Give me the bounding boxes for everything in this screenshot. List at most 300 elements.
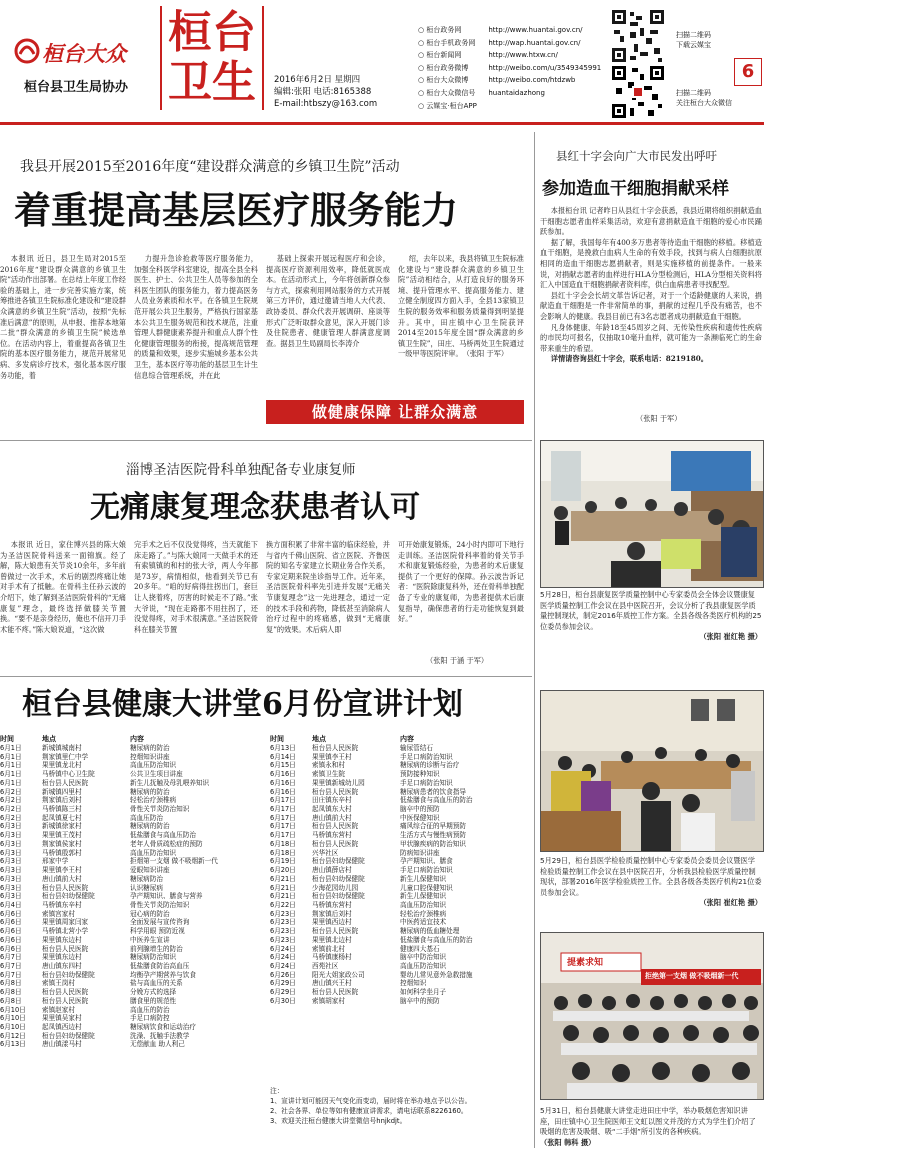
table-row [270, 953, 532, 962]
schedule-time: 6月14日 [270, 752, 296, 761]
table-row [0, 971, 266, 980]
table-row [0, 875, 266, 884]
masthead [0, 0, 900, 122]
schedule-place: 桓台县人民医院 [312, 839, 359, 848]
article-column: 可开始康复锻炼，24小时内即可下地行走训练。圣洁医院骨科率着的骨关节手术和康复锻炼经验，为患者的术后康复提供了一个更好的保障。孙云波告诉记者：“医院除康复科外，还在骨科单独配备了专业的康复师，为患者提供术后康复指导，确保患者的行走功能恢复到最好。” [398, 540, 524, 624]
table-row [270, 857, 532, 866]
link-row[interactable]: ○ 桓台大众微信号 huantaidazhong [418, 88, 545, 97]
schedule-content: 洗澡、抚触手法教学 [130, 1031, 190, 1040]
schedule-content: 孕产期知识、膳食 [400, 857, 453, 866]
schedule-place: 索镇卫生院 [312, 770, 345, 779]
schedule-time: 6月3日 [0, 831, 22, 840]
schedule-time: 6月7日 [0, 961, 22, 970]
schedule-time: 6月17日 [270, 831, 296, 840]
schedule-content: 低盐膳食与高血压的防治 [400, 796, 473, 805]
schedule-time: 6月3日 [0, 848, 22, 857]
schedule-place: 索镇永和村 [312, 761, 345, 770]
table-row [0, 936, 266, 945]
schedule-time: 6月1日 [0, 752, 22, 761]
schedule-place: 桓台县妇幼保健院 [312, 857, 365, 866]
schedule-place: 桓台县人民医院 [42, 988, 89, 997]
schedule-content: 前列腺增生的防治 [130, 944, 183, 953]
table-row [0, 945, 266, 954]
table-row [0, 979, 266, 988]
schedule-place: 邢家中学 [42, 857, 69, 866]
table-row [0, 1006, 266, 1015]
schedule-time: 6月16日 [270, 778, 296, 787]
schedule-time: 6月2日 [0, 787, 22, 796]
schedule-content: 高血压的防治 [130, 1005, 170, 1014]
schedule-place: 桓台县人民医院 [312, 744, 359, 752]
schedule-time: 6月15日 [270, 761, 296, 770]
table-row [0, 761, 266, 770]
table-row [0, 866, 266, 875]
schedule-place: 唐山镇薛店村 [312, 866, 352, 875]
article-column: 换方面积累了非常丰富的临床经验，并与省内千佛山医院、省立医院、齐鲁医院的知名专家建立长期业务合作关系，专家定期来院坐诊指导工作。近年来，圣洁医院骨科率先引进并发展“无痛关节康复理念”这一先进理念，通过一定的技术手段和药物，降低甚至消除病人治疗过程中的疼痛感，做到“无痛康复”的效果。术后病人即 [266, 540, 390, 634]
schedule-place: 果里镇李王村 [42, 866, 82, 875]
table-row [0, 1040, 266, 1049]
schedule-time: 6月3日 [0, 839, 22, 848]
article-kicker: 县红十字会向广大市民发出呼吁 [556, 149, 717, 163]
schedule-time: 6月17日 [270, 822, 296, 831]
schedule-place: 荆家镇后刘村 [42, 796, 82, 805]
schedule-place: 马桥镇康杨村 [312, 953, 352, 962]
table-row [270, 866, 532, 875]
schedule-place: 果里镇东边村 [42, 953, 82, 962]
schedule-time: 6月21日 [270, 883, 296, 892]
schedule-content: 老年人骨质疏松症的预防 [130, 839, 203, 848]
schedule-content: 脑卒中的预防 [400, 996, 440, 1005]
page-number: 6 [734, 58, 762, 86]
table-row [270, 910, 532, 919]
article-body: 本报桓台讯 记者昨日从县红十字会获悉，我县近期将组织捐献造血干细胞志愿者血样采集活动，欢迎有意捐献造血干细胞的爱心市民踊跃参加。 据了解，我国每年有400多万患者等待造血干细胞的移植。移植造血干细胞，是挽救白血病人生命的有效手段，找到与病人白细胞抗原相同的造血干细胞志愿捐献者，则是实施移植的前提条件。一般来说，对捐献志愿者的血样进行HLA分型检测后，HLA分型相关资料将汇入中国造血干细胞捐献者资料库，供白血病患者寻找配型。 县红十字会会长胡文革告诉记者，对于一个适龄健康的人来说，捐献造血干细胞是一件非常简单的事，捐献的过程几乎没有痛苦，也不会影响人的健康。我县目前已有3名志愿者成功捐献造血干细胞。 凡身体健康、年龄18至45周岁之间、无传染性疾病和遗传性疾病的市民均可报名，仅抽取10毫升血样，就可能为一条濒临死亡的生命带来重生的希望。 详情请咨询县红十字会，联系电话：8219180。 [540, 206, 762, 364]
schedule-content: 糖尿病的防治 [130, 822, 170, 831]
schedule-content: 科学用眼 预防近视 [130, 927, 185, 936]
schedule-place: 果里镇北边村 [312, 935, 352, 944]
schedule-place: 荆家镇侯家村 [42, 839, 82, 848]
schedule-content: 高血压防治知识 [400, 900, 447, 909]
schedule-place: 索镇胡家村 [312, 996, 345, 1005]
schedule-content: 高血压防治 [130, 813, 163, 822]
meeting-photo-icon [541, 691, 763, 851]
article-rural-clinic [0, 130, 532, 430]
table-row [0, 892, 266, 901]
schedule-time: 6月30日 [270, 996, 296, 1005]
schedule-content: 无偿献血 助人利己 [130, 1040, 185, 1049]
schedule-time: 6月23日 [270, 935, 296, 944]
schedule-content: 分娩方式的选择 [130, 988, 177, 997]
schedule-place: 田庄镇东辛村 [312, 796, 352, 805]
schedule-place: 阳光大姐家政公司 [312, 970, 365, 979]
schedule-time: 6月6日 [0, 927, 22, 936]
schedule-content: 骨性关节炎防治知识 [130, 900, 190, 909]
schedule-place: 唐山镇前大村 [42, 874, 82, 883]
schedule-time: 6月16日 [270, 787, 296, 796]
table-row [0, 857, 266, 866]
article-column: 力提升急诊抢救等医疗服务能力，加强全科医学科室建设，提高全县全科医生、护士、公共卫生人员等参加的全科医生团队的服务能力，着力提高医务人员业务素质和水平。在各镇卫生院规范开展公共卫生服务，严格执行国家基本公共卫生服务规范和技术规范，注重管理人群健康素养提升和重点人群个性化健康管理服务的衔接，提高规范管理的质量和效果，逐步实施城乡基本公共卫生，基本医疗等功能的基层卫生计生信息综合管理系统，并在此 [134, 254, 258, 380]
schedule-content: 轻松治疗颈椎病 [400, 909, 447, 918]
schedule-place: 新城镇城南村 [42, 744, 82, 752]
schedule-time: 6月18日 [270, 839, 296, 848]
table-row [270, 796, 532, 805]
schedule-time: 6月23日 [270, 918, 296, 927]
article-rule [0, 676, 532, 677]
table-row [270, 840, 532, 849]
schedule-content: 糖尿病的低血糖处理 [400, 927, 460, 936]
schedule-content: 均衡孕产期营养与饮食 [130, 970, 196, 979]
article-headline: 参加造血干细胞捐献采样 [542, 179, 729, 199]
schedule-place: 果里镇王茂村 [42, 831, 82, 840]
table-row [270, 988, 532, 997]
schedule-time: 6月3日 [0, 822, 22, 831]
schedule-content: 新生儿保健知识 [400, 892, 447, 901]
schedule-time: 6月6日 [0, 944, 22, 953]
schedule-time: 6月10日 [0, 1023, 26, 1031]
schedule-content: 控烟知识 [400, 979, 427, 988]
schedule-content: 骨性关节炎防治知识 [130, 805, 190, 814]
schedule-place: 新城镇四里村 [42, 787, 82, 796]
schedule-time: 6月29日 [270, 988, 296, 997]
schedule-content: 认识糖尿病 [130, 883, 163, 892]
schedule-time: 6月7日 [0, 970, 22, 979]
qr-caption-app: 扫描二维码 下载云媒宝 [676, 31, 711, 49]
schedule-time: 6月12日 [0, 1031, 26, 1040]
schedule-time: 6月1日 [0, 744, 22, 752]
schedule-time: 6月13日 [270, 744, 296, 752]
schedule-time: 6月24日 [270, 953, 296, 962]
schedule-time: 6月10日 [0, 1014, 26, 1023]
schedule-content: 新生儿保健知识 [400, 874, 447, 883]
table-row [270, 744, 532, 753]
schedule-place: 兴华社区 [312, 848, 339, 857]
schedule-place: 果里镇东边村 [42, 935, 82, 944]
link-row[interactable]: ○ 桓台政务微博 http://weibo.com/u/3549345991 [418, 63, 602, 72]
schedule-time: 6月26日 [270, 970, 296, 979]
schedule-place: 桓台县妇幼保健院 [42, 1031, 95, 1040]
schedule-place: 唐山镇兴王村 [312, 979, 352, 988]
article-column: 完手术之后不仅没觉得疼，当天就能下床走路了。”与陈大娘同一天做手术的还有索镇镇的和村的张大爷，两人今年都是73岁，病情相似，他看到关节已有20多年。“咱的好病得拄拐出门，套巨让人挠着疼，厉害的时候走不了路。”张大爷说，“现在走路都不用拄拐了，还没觉得疼，对手术很满意。”圣洁医院骨科在膝关节置 [134, 540, 258, 634]
table-row [270, 927, 532, 936]
schedule-time: 6月7日 [0, 953, 22, 962]
schedule-time: 6月3日 [0, 866, 22, 875]
link-row[interactable]: ○ 云媒宝·桓台APP [418, 101, 477, 110]
schedule-place: 果里镇龙北村 [42, 761, 82, 770]
schedule-place: 马桥镇东营村 [312, 831, 352, 840]
table-row [0, 744, 266, 753]
schedule-time: 6月6日 [0, 918, 22, 927]
table-row [0, 953, 266, 962]
schedule-content: 脑卒中防治知识 [400, 953, 447, 962]
table-row [270, 805, 532, 814]
schedule-content: 糖尿病的防治 [130, 744, 170, 752]
schedule-place: 果里镇周家闫家 [42, 918, 89, 927]
article-blood-donation [540, 132, 764, 430]
schedule-time: 6月29日 [270, 979, 296, 988]
qr-code-icon [610, 8, 666, 64]
schedule-content: 手足口病防控 [130, 1014, 170, 1023]
schedule-content: 甲状腺疾病的防治知识 [400, 839, 466, 848]
schedule-time: 6月10日 [0, 1005, 26, 1014]
schedule-time: 6月24日 [270, 944, 296, 953]
schedule-content: 糖尿病饮食和运动治疗 [130, 1023, 196, 1031]
schedule-time: 6月6日 [0, 909, 22, 918]
table-row [0, 770, 266, 779]
schedule-content: 糖尿病防治 [130, 874, 163, 883]
schedule-time: 6月17日 [270, 796, 296, 805]
schedule-time: 6月21日 [270, 874, 296, 883]
schedule-time: 6月8日 [0, 988, 22, 997]
table-row [270, 884, 532, 893]
schedule-time: 6月18日 [270, 848, 296, 857]
schedule-time: 6月3日 [0, 857, 22, 866]
table-row [270, 936, 532, 945]
article-rehab [0, 440, 532, 680]
schedule-content: 低盐膳食与高血压防治 [130, 831, 196, 840]
schedule-place: 桓台县人民医院 [42, 996, 89, 1005]
schedule-time: 6月17日 [270, 813, 296, 822]
schedule-content: 手足口病防治知识 [400, 752, 453, 761]
schedule-content: 手足口病防治知识 [400, 778, 453, 787]
schedule-time: 6月3日 [0, 874, 22, 883]
schedule-content: 痛风综合征的早期预防 [400, 822, 466, 831]
section-title-2: 卫生 [168, 57, 256, 108]
article-kicker: 我县开展2015至2016年度“建设群众满意的乡镇卫生院”活动 [20, 159, 400, 175]
schedule-content: 中医保健知识 [400, 813, 440, 822]
media-links [418, 24, 608, 112]
table-row [0, 927, 266, 936]
schedule-place: 马桥镇东营村 [312, 900, 352, 909]
email-line: E-mail:htbszy@163.com [274, 99, 378, 109]
table-row [270, 918, 532, 927]
paper-name: 桓台大众 [42, 41, 126, 66]
schedule-place: 果里镇西边村 [312, 918, 352, 927]
column-divider [534, 132, 535, 1148]
link-row[interactable]: ○ 桓台手机政务网 http://wap.huantai.gov.cn/ [418, 38, 581, 47]
schedule-place: 果里镇新城幼儿园 [312, 778, 365, 787]
table-row [0, 901, 266, 910]
schedule-time: 6月3日 [0, 883, 22, 892]
schedule-content: 手足口病防治知识 [400, 866, 453, 875]
issue-date: 2016年6月2日 星期四 [274, 75, 361, 85]
masthead-rule [0, 122, 764, 125]
schedule-time: 6月6日 [0, 935, 22, 944]
schedule-time: 6月19日 [270, 857, 296, 866]
schedule-place: 唐山镇漾马村 [42, 1040, 82, 1049]
meeting-photo-icon [541, 441, 763, 587]
schedule-content: 中医药适宜技术 [400, 918, 447, 927]
schedule-time: 6月20日 [270, 866, 296, 875]
schedule-title: 桓台县健康大讲堂6月份宣讲计划 [22, 687, 463, 722]
classroom-banner: 拒绝第一支烟 做不吸烟新一代 [645, 972, 739, 980]
schedule-time: 6月1日 [0, 770, 22, 779]
schedule-time: 6月21日 [270, 892, 296, 901]
table-row [0, 1023, 266, 1032]
schedule-content: 防病知识讲座 [400, 848, 440, 857]
schedule-content: 孕产期知识、膳食与营养 [130, 892, 203, 901]
schedule-content: 如何科学坐月子 [400, 988, 447, 997]
schedule-time: 6月8日 [0, 979, 22, 988]
byline: （张阳 于军） [636, 414, 682, 423]
link-row[interactable]: ○ 桓台新闻网 http://www.htxw.cn/ [418, 51, 558, 60]
schedule-content: 糖尿病的诊断与治疗 [400, 761, 460, 770]
schedule-place: 桓台县人民医院 [42, 944, 89, 953]
schedule-place: 少海花园幼儿园 [312, 883, 359, 892]
table-row [0, 910, 266, 919]
schedule-place: 唐山镇前大村 [312, 813, 352, 822]
schedule-content: 冠心病的防治 [130, 909, 170, 918]
schedule-place: 桓台县人民医院 [42, 778, 89, 787]
co-organizer: 桓台县卫生局协办 [24, 80, 129, 95]
table-row [0, 796, 266, 805]
table-row [270, 779, 532, 788]
schedule-content: 膳食里的规范性 [130, 996, 177, 1005]
schedule-place: 桓台县人民医院 [312, 787, 359, 796]
editor-line: 编辑:张阳 电话:8165388 [274, 87, 372, 97]
schedule-place: 桓台县妇幼保健院 [42, 970, 95, 979]
schedule-place: 索镇赵家村 [42, 1005, 75, 1014]
lecture-schedule [0, 676, 532, 1152]
schedule-time: 6月4日 [0, 900, 22, 909]
photo-rehab-meeting [540, 440, 764, 588]
table-row [0, 822, 266, 831]
paper-logo [14, 38, 154, 66]
schedule-content: 公共卫生项目讲座 [130, 770, 183, 779]
table-row [270, 875, 532, 884]
schedule-place: 索镇宫家村 [42, 909, 75, 918]
schedule-content: 脑卒中的预防 [400, 805, 440, 814]
schedule-time: 6月3日 [0, 892, 22, 901]
table-row [0, 997, 266, 1006]
schedule-content: 低盐膳食与高血压的防治 [400, 935, 473, 944]
byline: （张阳 于涵 于军） [426, 656, 489, 665]
schedule-place: 桓台县人民医院 [312, 822, 359, 831]
table-row [270, 997, 532, 1006]
schedule-content: 全面发展与宣传咨询 [130, 918, 190, 927]
qr-code-app[interactable] [610, 8, 666, 64]
schedule-content: 婴幼儿常见意外急救措施 [400, 970, 473, 979]
table-row [270, 753, 532, 762]
schedule-time: 6月8日 [0, 996, 22, 1005]
table-row [0, 1032, 266, 1041]
schedule-time: 6月23日 [270, 909, 296, 918]
schedule-place: 果里镇吴家村 [42, 1014, 82, 1023]
schedule-notes: 注： 1、宣讲计划可能因天气变化而变动，届时将在举办地点予以公告。 2、社会各界、单位等如有健康宣讲需求，请电话联系8226160。 3、欢迎关注桓台健康大讲堂微信号hnjkdjt。 [270, 1087, 472, 1125]
table-row [270, 770, 532, 779]
photo-school-lecture [540, 932, 764, 1100]
table-row [270, 945, 532, 954]
link-row[interactable]: ○ 桓台政务网 http://www.huantai.gov.cn/ [418, 26, 583, 34]
photo-caption: 5月28日，桓台县康复医学质量控制中心专家委员会全体会议暨康复医学质量控制工作会议在县中医院召开，会议分析了我县康复医学质量控制现状，制定2016年质控工作方案。全县各级各类医疗机构的25位委员参加会议。 （张阳 崔红艳 摄） [540, 590, 762, 642]
schedule-time: 6月13日 [0, 1040, 26, 1049]
table-row [0, 805, 266, 814]
schedule-time: 6月17日 [270, 805, 296, 814]
schedule-content: 盐与高血压的关系 [130, 979, 183, 988]
table-row [270, 831, 532, 840]
table-row [0, 1014, 266, 1023]
table-row [0, 840, 266, 849]
schedule-content: 糖尿病防治知识 [130, 953, 177, 962]
schedule-content: 控烟知识讲座 [130, 752, 170, 761]
schedule-content: 高血压防治知识 [130, 761, 177, 770]
schedule-place: 索镇前北村 [312, 944, 345, 953]
table-row [270, 962, 532, 971]
schedule-content: 输尿管结石 [400, 744, 433, 752]
paper-logo-icon [14, 38, 40, 64]
article-headline: 无痛康复理念获患者认可 [90, 490, 420, 525]
schedule-place: 马桥镇殷郭村 [42, 848, 82, 857]
classroom-sign: 提素求知 [567, 958, 604, 968]
qr-caption-wechat: 扫描二维码 关注桓台大众微信 [676, 89, 732, 107]
article-column: 绍，去年以来，我县将镇卫生院标准化建设与“建设群众满意的乡镇卫生院”活动相结合，从打造良好的服务环境、提升管理水平、提高服务能力、建立健全制度四方面入手，全县13家镇卫生院的服务效率和服务质量得到明显提升。其中，田庄镇中心卫生院获评2014至2015年度全国“群众满意的乡镇卫生院”，田庄、马桥两处卫生院通过一级甲等医院评审。 （张阳 于军） [398, 254, 524, 359]
schedule-place: 西苑社区 [312, 961, 339, 970]
table-row [270, 761, 532, 770]
schedule-content: 儿童口腔保健知识 [400, 883, 453, 892]
photo-caption: 5月31日，桓台县健康大讲堂走进田庄中学，举办吸烟危害知识讲座，田庄镇中心卫生院医师王文虹以图文并茂的方式为学生们介绍了吸烟的危害及吸烟、吸“二手烟”所引发的各种疾病。 （张阳 韩科 摄） [540, 1106, 756, 1147]
article-kicker: 淄博圣洁医院骨科单独配备专业康复师 [126, 462, 356, 478]
photo-lab-meeting [540, 690, 764, 852]
schedule-place: 马桥镇陈三村 [42, 805, 82, 814]
schedule-content: 糖尿病的防治 [130, 787, 170, 796]
schedule-place: 起凤镇夏七村 [42, 813, 82, 822]
slogan-banner: 做健康保障 让群众满意 [266, 400, 524, 424]
table-row [270, 822, 532, 831]
schedule-content: 生活方式与慢性病预防 [400, 831, 466, 840]
schedule-place: 桓台县妇幼保健院 [42, 892, 95, 901]
schedule-table-left: 时间 地点 内容 6月1日 新城镇城南村 糖尿病的防治 6月1日 荆家镇里仁中学 控烟知识讲座 6月1日 果里镇龙北村 高血压防治知识 6月1日 马桥镇中心卫生院 公共卫生项目讲座 6月1日 桓台县人民医院 新生儿抚触及母乳喂养知识 6月2日 新城镇四里村 糖尿病的防治 6月2日 荆家镇后刘村 轻松治疗颈椎病 6月2日 马桥镇陈三村 骨性关节炎防治知识 6月2日 起凤镇夏七村 高血压防治 6月3日 新城镇徐家村 糖尿病的防治 6月3日 果里镇王茂村 低盐膳食与高血压防治 6月3日 荆家镇侯家村 老年人骨质疏松症的预防 6月3日 马桥镇殷郭村 高血压防治知识 6月3日 邢家中学 拒烟第一支烟 做不吸烟新一代 6月3日 果里镇李王村 爱眼知识讲座 6月3日 唐山镇前大村 糖尿病防治 6月3日 桓台县人民医院 认识糖尿病 6月3日 桓台县妇幼保健院 孕产期知识、膳食与营养 6月4日 马桥镇东辛村 骨性关节炎防治知识 6月6日 索镇宫家村 冠心病的防治 6月6日 果里镇周家闫家 全面发展与宣传咨询 6月6日 马桥镇北营小学 科学用眼 预防近视 6月6日 果里镇东边村 中医养生宣讲 6月6日 桓台县人民医院 前列腺增生的防治 6月7日 果里镇东边村 糖尿病防治知识 6月7日 唐山镇东四村 低盐膳食防治高血压 6月7日 桓台县妇幼保健院 均衡孕产期营养与饮食 6月8日 索镇王岗村 盐与高血压的关系 6月8日 桓台县人民医院 分娩方式的选择 6月8日 桓台县人民医院 膳食里的规范性 6月10日 索镇赵家村 高血压的防治 6月10日 果里镇吴家村 手足口病防控 6月10日 起凤镇西边村 糖尿病饮食和运动治疗 6月12日 桓台县妇幼保健院 洗澡、抚触手法教学 6月13日 唐山镇漾马村 无偿献血 助人利己 [0, 734, 266, 1049]
article-headline: 着重提高基层医疗服务能力 [14, 188, 458, 232]
table-row [270, 892, 532, 901]
schedule-place: 马桥镇东辛村 [42, 900, 82, 909]
schedule-content: 预防接种知识 [400, 770, 440, 779]
schedule-place: 桓台县人民医院 [42, 883, 89, 892]
schedule-time: 6月22日 [270, 900, 296, 909]
schedule-content: 拒烟第一支烟 做不吸烟新一代 [130, 857, 218, 866]
table-row [270, 901, 532, 910]
table-row [0, 753, 266, 762]
schedule-place: 马桥镇中心卫生院 [42, 770, 95, 779]
table-row [0, 849, 266, 858]
table-row [270, 849, 532, 858]
schedule-content: 轻松治疗颈椎病 [130, 796, 177, 805]
link-row[interactable]: ○ 桓台大众微博 http://weibo.com/htdzwb [418, 76, 576, 85]
table-row [0, 788, 266, 797]
schedule-time: 6月23日 [270, 927, 296, 936]
section-title-box [160, 6, 264, 110]
schedule-place: 桓台县人民医院 [312, 927, 359, 936]
schedule-time: 6月1日 [0, 778, 22, 787]
photo-caption: 5月29日，桓台县医学检验质量控制中心专家委员会委员会议暨医学检验质量控制工作会议在县中医院召开，分析我县检验医学质量控制现状，部署2016年医学检验质控工作。全县各级各类医疗机构21位委员参加会议。 （张阳 崔红艳 摄） [540, 856, 762, 908]
schedule-content: 低盐膳食防治高血压 [130, 961, 190, 970]
schedule-time: 6月2日 [0, 813, 22, 822]
schedule-place: 索镇王岗村 [42, 979, 75, 988]
table-row [0, 779, 266, 788]
table-row [0, 831, 266, 840]
schedule-content: 糖尿病患者的饮食指导 [400, 787, 466, 796]
qr-code-wechat[interactable] [610, 64, 666, 120]
table-row [270, 971, 532, 980]
schedule-place: 起凤镇西边村 [42, 1023, 82, 1031]
schedule-time: 6月1日 [0, 761, 22, 770]
schedule-place: 荆家镇里仁中学 [42, 752, 89, 761]
article-column: 基础上探索开展远程医疗和会诊，提高医疗资源利用效率，降低就医成本。在活动形式上，今年将创新群众参与方式，探索利用网站服务的方式开展第三方评价，通过邀请当地人大代表、政协委员、群众代表开展调研、座谈等形式广泛听取群众意见，深入开展门诊及住院患者、健康管理人群满意度调查。据县卫生局副局长李涛介 [266, 254, 390, 348]
schedule-table-right: 时间 地点 内容 6月13日 桓台县人民医院 输尿管结石 6月14日 果里镇李王村 手足口病防治知识 6月15日 索镇永和村 糖尿病的诊断与治疗 6月16日 索镇卫生院 预防接种知识 6月16日 果里镇新城幼儿园 手足口病防治知识 6月16日 桓台县人民医院 糖尿病患者的饮食指导 6月17日 田庄镇东辛村 低盐膳食与高血压的防治 6月17日 起凤镇东大村 脑卒中的预防 6月17日 唐山镇前大村 中医保健知识 6月17日 桓台县人民医院 痛风综合征的早期预防 6月17日 马桥镇东营村 生活方式与慢性病预防 6月18日 桓台县人民医院 甲状腺疾病的防治知识 6月18日 兴华社区 防病知识讲座 6月19日 桓台县妇幼保健院 孕产期知识、膳食 6月20日 唐山镇薛店村 手足口病防治知识 6月21日 桓台县妇幼保健院 新生儿保健知识 6月21日 少海花园幼儿园 儿童口腔保健知识 6月21日 桓台县妇幼保健院 新生儿保健知识 6月22日 马桥镇东营村 高血压防治知识 6月23日 荆家镇后刘村 轻松治疗颈椎病 6月23日 果里镇西边村 中医药适宜技术 6月23日 桓台县人民医院 糖尿病的低血糖处理 6月23日 果里镇北边村 低盐膳食与高血压的防治 6月24日 索镇前北村 健康四大基石 6月24日 马桥镇康杨村 脑卒中防治知识 6月24日 西苑社区 高血压防治知识 6月26日 阳光大姐家政公司 婴幼儿常见意外急救措施 6月29日 唐山镇兴王村 控烟知识 6月29日 桓台县人民医院 如何科学坐月子 6月30日 索镇胡家村 脑卒中的预防 [270, 734, 532, 1006]
issue-info [274, 74, 377, 110]
schedule-place: 新城镇徐家村 [42, 822, 82, 831]
schedule-content: 高血压防治知识 [400, 961, 447, 970]
schedule-content: 新生儿抚触及母乳喂养知识 [130, 778, 210, 787]
schedule-place: 马桥镇北营小学 [42, 927, 89, 936]
schedule-content: 高血压防治知识 [130, 848, 177, 857]
